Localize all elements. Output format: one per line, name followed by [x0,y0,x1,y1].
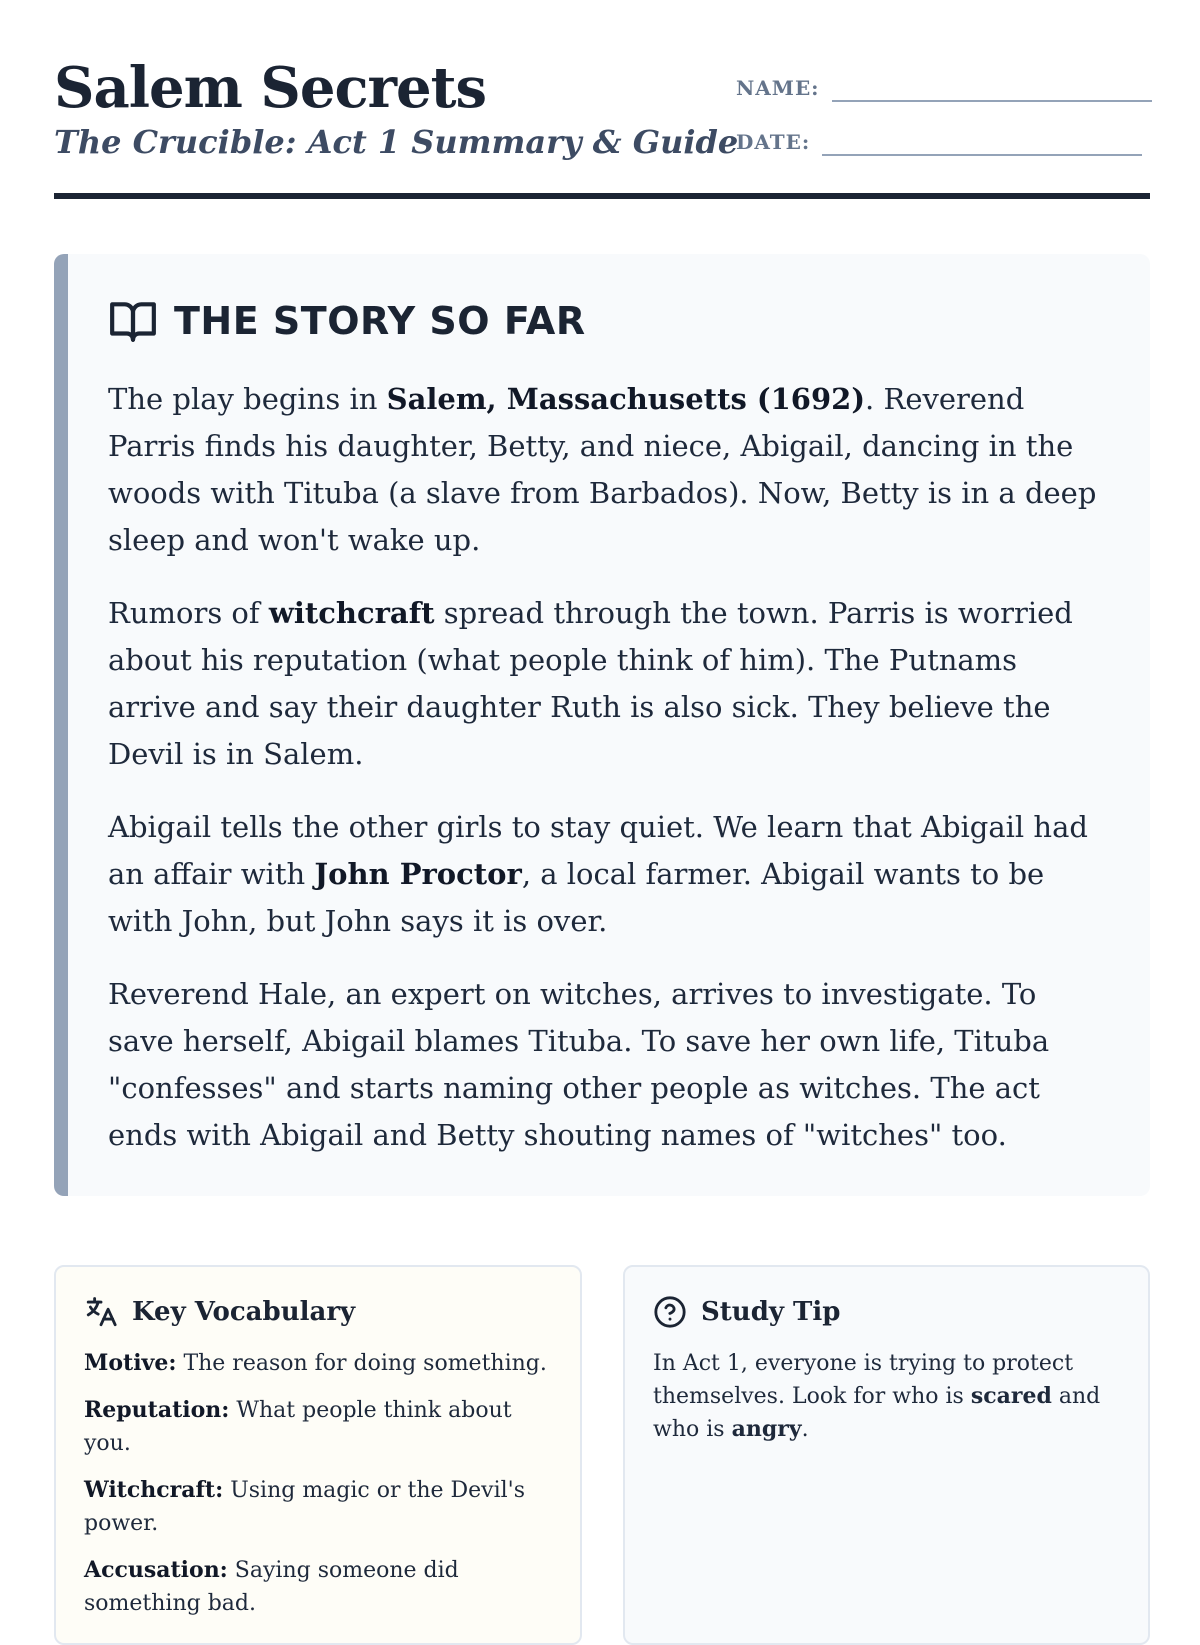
header-divider [54,193,1150,199]
vocab-term: Reputation: [84,1397,230,1423]
vocab-term: Accusation: [84,1557,228,1583]
story-paragraph-2 [108,590,1110,778]
story-text: The play begins in [108,382,387,416]
vocab-definition: What people think about you. [84,1398,512,1456]
vocab-item [84,1554,552,1620]
book-open-icon [108,296,158,346]
story-so-far-section [54,254,1150,1196]
story-heading-row [108,296,1110,346]
story-text: Abigail tells the other girls to stay quiet. We learn that Abigail had an affair with [108,810,1088,891]
name-field [736,74,1152,102]
vocab-term: Witchcraft: [84,1477,224,1503]
vocab-heading: Key Vocabulary [132,1297,356,1327]
tip-heading-row [653,1295,1120,1329]
translate-icon [84,1295,118,1329]
date-label: DATE: [736,130,811,154]
story-paragraph-4: Reverend Hale, an expert on witches, arrives to investigate. To save herself, Abigail blames Tituba. To save her own life, Tituba "confesses" and starts naming other people as witches. The act ends with Abigail and Betty shouting names of "witches" too. [108,977,1050,1152]
story-emphasis: John Proctor [314,857,522,891]
vocab-definition: Saying someone did something bad. [84,1558,459,1616]
story-emphasis: witchcraft [268,596,435,630]
vocab-term: Motive: [84,1350,177,1376]
vocab-item [84,1394,552,1460]
story-text: spread through the town. Parris is worried about his reputation (what people think of him). The Putnams arrive and say their daughter Ruth is also sick. They believe the Devil is in Salem. [108,596,1073,771]
tip-text [653,1347,1120,1446]
date-write-line[interactable] [822,130,1142,156]
story-text: . Reverend Parris finds his daughter, Betty, and niece, Abigail, dancing in the woods with Tituba (a slave from Barbados). Now, Betty is in a deep sleep and won't wake up. [108,382,1097,557]
vocab-item [84,1474,552,1540]
tip-heading: Study Tip [701,1297,841,1327]
tip-emphasis: angry [731,1416,802,1442]
story-heading: THE STORY SO FAR [174,299,586,343]
tip-emphasis: scared [970,1383,1052,1409]
tip-segment: In Act 1, everyone is trying to protect themselves. Look for who is [653,1351,1074,1409]
date-field [736,128,1142,156]
story-text: , a local farmer. Abigail wants to be with John, but John says it is over. [108,857,1045,938]
question-circle-icon [653,1295,687,1329]
tip-segment: and who is [653,1384,1101,1442]
story-paragraph-3 [108,804,1110,945]
tip-segment: . [801,1417,809,1442]
study-tip-box [623,1265,1150,1645]
vocab-heading-row [84,1295,552,1329]
story-emphasis: Salem, Massachusetts (1692) [386,382,866,416]
name-write-line[interactable] [832,76,1152,102]
vocab-definition: The reason for doing something. [176,1351,547,1376]
name-label: NAME: [736,76,820,100]
page-title: Salem Secrets [54,55,487,121]
page-subtitle: The Crucible: Act 1 Summary & Guide [54,123,739,161]
header [54,0,1150,200]
story-text: Rumors of [108,596,269,630]
vocab-definition: Using magic or the Devil's power. [84,1478,526,1536]
worksheet-page [54,0,1150,200]
key-vocabulary-box [54,1265,582,1645]
vocab-item [84,1347,552,1380]
story-paragraph-1 [108,376,1110,564]
